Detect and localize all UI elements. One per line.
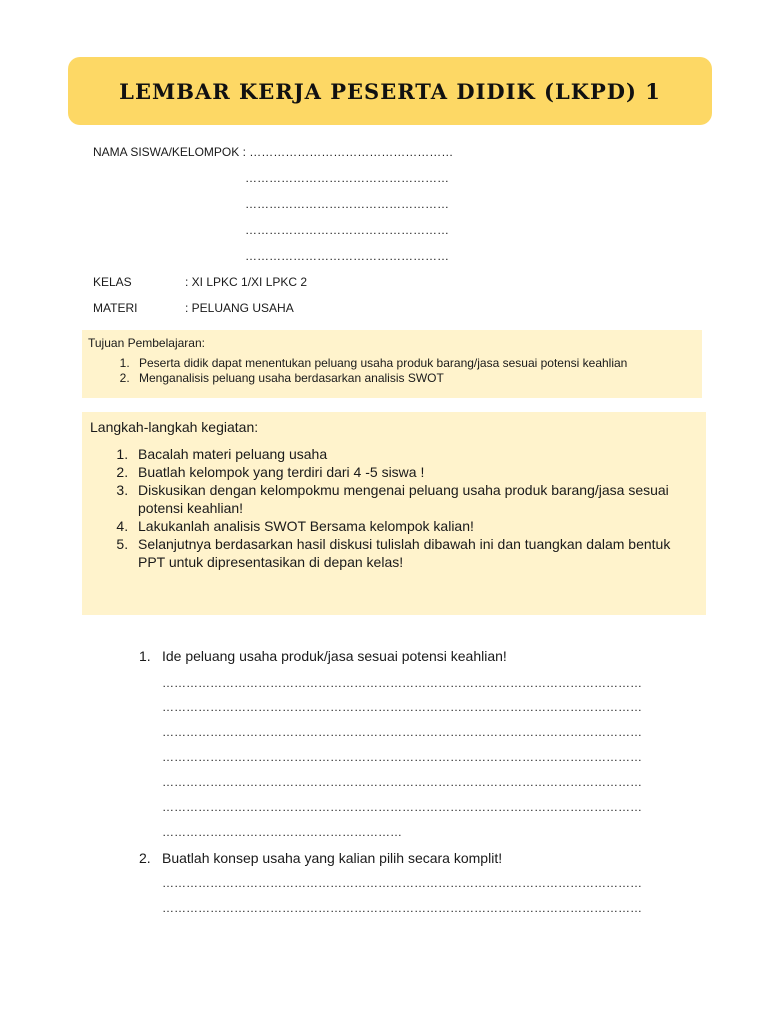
list-item: 5. Selanjutnya berdasarkan hasil diskusi tulislah dibawah ini dan tuangkan dalam bentuk PPT untuk dipresentasikan di depan kelas! [132,535,692,571]
nama-label: NAMA SISWA/KELOMPOK : [93,145,246,159]
tujuan-box [82,330,702,398]
answer-line: ………………………………………………………………………………………………………… [162,876,642,890]
nama-dots-line: …………………………………………… [245,171,449,185]
title-banner [68,57,712,125]
answer-line: ………………………………………………………………………………………………………… [162,750,642,764]
question-1-text: Ide peluang usaha produk/jasa sesuai potensi keahlian! [162,648,507,664]
answer-line: ………………………………………………………………………………………………………… [162,676,642,690]
materi-value: : PELUANG USAHA [185,301,294,315]
question-2-number: 2. [139,850,151,866]
question-2-text: Buatlah konsep usaha yang kalian pilih secara komplit! [162,850,503,866]
page-title: LEMBAR KERJA PESERTA DIDIK (LKPD) 1 [119,78,661,104]
answer-line: ………………………………………………………………………………………………………… [162,800,642,814]
list-item: 4. Lakukanlah analisis SWOT Bersama kelompok kalian! [132,517,692,535]
list-item: 2. Buatlah kelompok yang terdiri dari 4 -5 siswa ! [132,463,692,481]
answer-line: ………………………………………………………………………………………………………… [162,700,642,714]
nama-dots-line: …………………………………………… [245,249,449,263]
list-item: 1. Bacalah materi peluang usaha [132,445,692,463]
list-item: 1. Peserta didik dapat menentukan peluang usaha produk barang/jasa sesuai potensi keahlian [133,356,627,371]
list-item: 3. Diskusikan dengan kelompokmu mengenai peluang usaha produk barang/jasa sesuai potensi keahlian! [132,481,692,517]
list-item: 2. Menganalisis peluang usaha berdasarkan analisis SWOT [133,371,627,386]
answer-line: ………………………………………………………………………………………………………… [162,775,642,789]
kelas-label: KELAS [93,275,132,289]
nama-dots: …………………………………………… [249,145,454,159]
question-1-number: 1. [139,648,151,664]
nama-row [93,145,453,159]
langkah-box [82,412,706,615]
kelas-value: : XI LPKC 1/XI LPKC 2 [185,275,308,289]
nama-dots-line: …………………………………………… [245,197,449,211]
materi-label: MATERI [93,301,138,315]
tujuan-title: Tujuan Pembelajaran: [88,336,205,350]
nama-dots-line: …………………………………………… [245,223,449,237]
tujuan-list [82,356,627,386]
langkah-list [82,445,692,571]
answer-line: ………………………………………………………………………………………………………… [162,901,642,915]
langkah-title: Langkah-langkah kegiatan: [90,419,259,435]
answer-line: ………………………………………………………………………………………………………… [162,725,642,739]
answer-line: …………………………………………………… [162,825,402,839]
